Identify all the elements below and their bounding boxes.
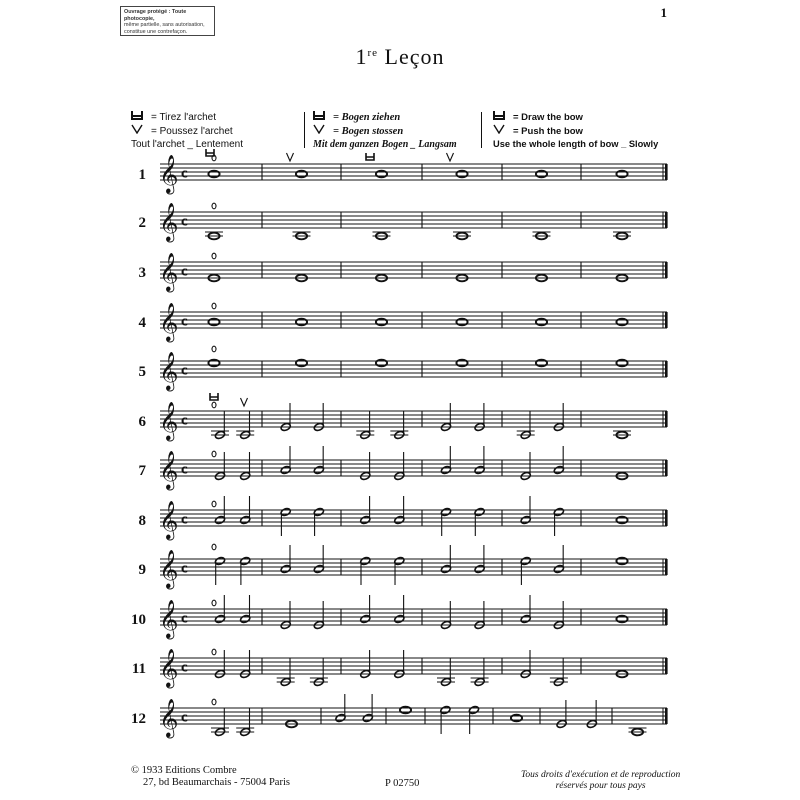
footer-address: 27, bd Beaumarchais - 75004 Paris [143,777,290,788]
footer-reference: P 02750 [385,778,420,789]
lesson-word: Leçon [384,44,445,69]
legend-french-down: = Tirez l'archet [151,112,216,123]
open-string-mark [212,346,216,352]
open-string-mark [212,402,216,408]
final-barline-thick [665,411,668,427]
final-barline-thick [665,262,668,278]
treble-clef-icon: 𝄞 [159,450,179,489]
open-string-mark [212,501,216,507]
final-barline-thick [665,609,668,625]
stamp-line-2: même partielle, sans autorisation, [124,22,205,29]
lesson-ordinal: re [367,47,379,59]
up-bow-icon [241,398,248,406]
common-time-icon: c [181,362,188,379]
treble-clef-icon: 𝄞 [159,302,179,341]
common-time-icon: c [181,461,188,478]
footer-rights-line-2: réservés pour tous pays [555,781,646,791]
open-string-mark [212,303,216,309]
treble-clef-icon: 𝄞 [159,599,179,638]
final-barline-thick [665,361,668,377]
open-string-mark [212,253,216,259]
tempo-french: Tout l'archet _ Lentement [131,139,243,150]
final-barline-thick [665,164,668,180]
exercise-number: 8 [138,513,146,529]
common-time-icon: c [181,263,188,280]
exercise-number: 6 [138,414,146,430]
legend-german-up: = Bogen stossen [333,126,404,137]
down-bow-icon [210,393,218,400]
final-barline-thick [665,212,668,228]
treble-clef-icon: 𝄞 [159,154,179,193]
page-number: 1 [660,5,667,20]
exercise-number: 10 [131,612,146,628]
open-string-mark [212,451,216,457]
footer-rights-line-1: Tous droits d'exécution et de reproduction [521,770,681,780]
exercise-number: 7 [138,463,146,479]
lesson-number: 1 [355,44,368,69]
up-bow-icon [287,153,294,161]
stamp-line-1: Ouvrage protégé : Toute photocopie, [124,9,187,22]
legend-german-down: = Bogen ziehen [333,112,401,123]
tempo-english: Use the whole length of bow _ Slowly [493,139,659,149]
legend-english-down: = Draw the bow [513,112,583,123]
final-barline-thick [665,708,668,724]
treble-clef-icon: 𝄞 [159,500,179,539]
open-string-mark [212,544,216,550]
common-time-icon: c [181,659,188,676]
final-barline-thick [665,510,668,526]
final-barline-thick [665,559,668,575]
treble-clef-icon: 𝄞 [159,401,179,440]
footer-rights [521,770,680,792]
open-string-mark [212,203,216,209]
final-barline-thick [665,312,668,328]
exercise-number: 4 [138,315,146,331]
open-string-mark [212,600,216,606]
exercise-number: 9 [138,562,146,578]
common-time-icon: c [181,213,188,230]
exercise-number: 11 [131,661,146,677]
treble-clef-icon: 𝄞 [159,252,179,291]
up-bow-icon [447,153,454,161]
exercise-number: 5 [138,364,146,380]
common-time-icon: c [181,610,188,627]
common-time-icon: c [181,165,188,182]
exercise-number: 1 [138,167,146,183]
open-string-mark [212,699,216,705]
open-string-mark [212,649,216,655]
down-bow-icon [366,153,374,160]
treble-clef-icon: 𝄞 [159,351,179,390]
legend-french-up: = Poussez l'archet [151,126,233,137]
treble-clef-icon: 𝄞 [159,549,179,588]
final-barline-thick [665,460,668,476]
exercise-number: 12 [131,711,146,727]
common-time-icon: c [181,560,188,577]
footer-publisher [131,765,290,789]
common-time-icon: c [181,709,188,726]
common-time-icon: c [181,412,188,429]
common-time-icon: c [181,313,188,330]
treble-clef-icon: 𝄞 [159,698,179,737]
exercise-number: 2 [138,215,146,231]
treble-clef-icon: 𝄞 [159,648,179,687]
stamp-line-3: constitue une contrefaçon. [124,28,188,35]
treble-clef-icon: 𝄞 [159,202,179,241]
final-barline-thick [665,658,668,674]
legend-english-up: = Push the bow [513,126,583,137]
footer-copyright: © 1933 Editions Combre [131,765,237,776]
tempo-german: Mit dem ganzen Bogen _ Langsam [313,139,457,150]
common-time-icon: c [181,511,188,528]
exercise-number: 3 [138,265,146,281]
